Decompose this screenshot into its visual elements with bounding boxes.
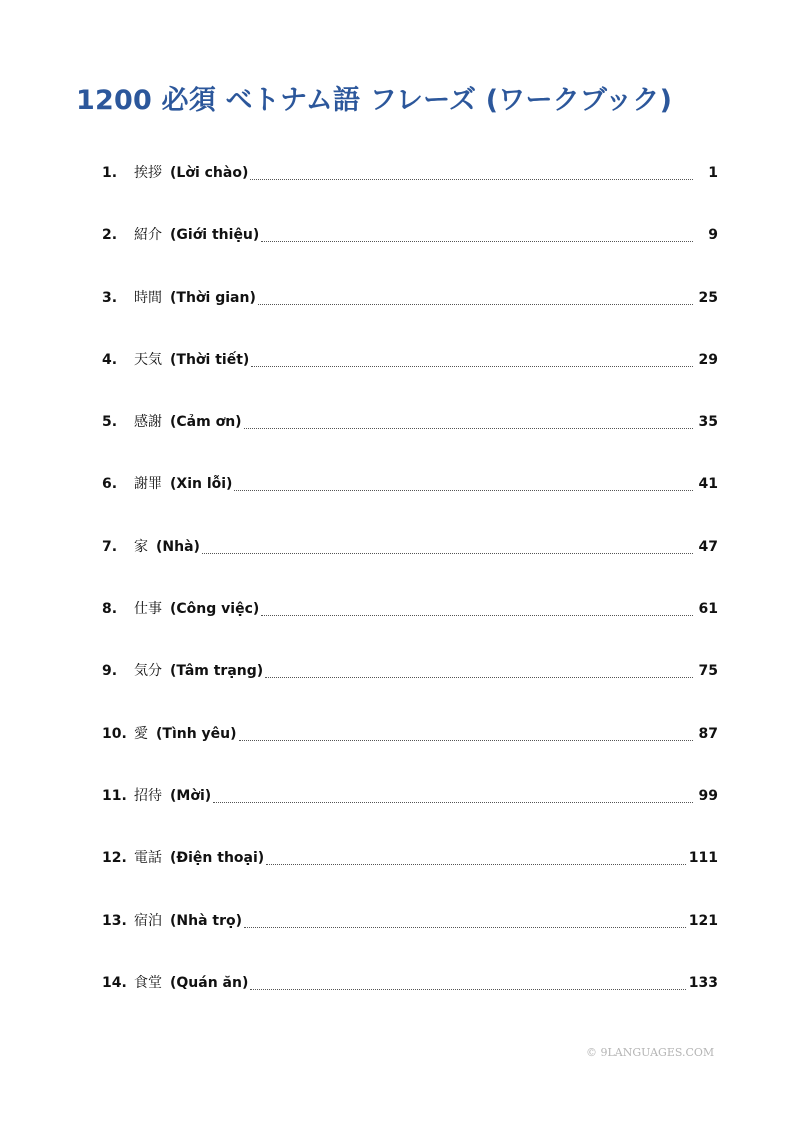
toc-entry-japanese-title: 感謝 xyxy=(134,414,162,431)
toc-entry-vietnamese-title: (Cảm ơn) xyxy=(170,414,242,431)
toc-entry[interactable] xyxy=(102,533,718,595)
toc-dot-leader xyxy=(250,178,693,180)
toc-dot-leader xyxy=(244,427,693,429)
toc-entry-page-number: 111 xyxy=(688,850,718,867)
toc-entry[interactable] xyxy=(102,470,718,532)
toc-entry-japanese-title: 天気 xyxy=(134,351,162,368)
table-of-contents xyxy=(102,159,718,1031)
toc-entry-vietnamese-title: (Xin lỗi) xyxy=(170,476,233,493)
toc-entry-number: 3. xyxy=(102,289,118,306)
toc-entry-vietnamese-title: (Công việc) xyxy=(170,601,260,618)
toc-entry-number: 12. xyxy=(102,850,127,867)
toc-entry-japanese-title: 挨拶 xyxy=(134,165,162,181)
toc-entry-page-number: 75 xyxy=(698,663,718,680)
toc-entry[interactable] xyxy=(102,346,718,408)
toc-entry[interactable] xyxy=(102,159,718,221)
toc-entry-number: 1. xyxy=(102,165,118,181)
toc-dot-leader xyxy=(266,863,686,865)
toc-entry-japanese-title: 愛 xyxy=(134,725,148,742)
toc-entry-page-number: 61 xyxy=(698,601,718,618)
toc-dot-leader xyxy=(202,552,693,554)
toc-entry-japanese-title: 時間 xyxy=(134,289,162,306)
toc-entry-japanese-title: 家 xyxy=(134,538,148,555)
toc-entry-page-number: 35 xyxy=(698,414,718,431)
toc-entry-vietnamese-title: (Nhà trọ) xyxy=(170,912,243,929)
toc-entry-page-number: 99 xyxy=(698,787,718,804)
toc-entry-japanese-title: 仕事 xyxy=(134,601,162,618)
toc-entry-page-number: 87 xyxy=(698,725,718,742)
toc-entry[interactable] xyxy=(102,408,718,470)
toc-entry-number: 13. xyxy=(102,912,127,929)
toc-entry[interactable] xyxy=(102,782,718,844)
toc-dot-leader xyxy=(250,988,685,990)
toc-entry-page-number: 9 xyxy=(708,227,718,244)
toc-entry-vietnamese-title: (Lời chào) xyxy=(170,165,249,181)
toc-dot-leader xyxy=(265,676,693,678)
toc-entry-page-number: 121 xyxy=(688,912,718,929)
toc-entry-japanese-title: 電話 xyxy=(134,850,162,867)
toc-entry-number: 11. xyxy=(102,787,127,804)
toc-entry-page-number: 41 xyxy=(698,476,718,493)
copyright-footer: © 9LANGUAGES.COM xyxy=(586,1046,715,1059)
toc-entry-vietnamese-title: (Thời gian) xyxy=(170,289,256,306)
toc-entry-number: 5. xyxy=(102,414,118,431)
toc-entry-vietnamese-title: (Điện thoại) xyxy=(170,850,265,867)
toc-entry-japanese-title: 気分 xyxy=(134,663,162,680)
toc-entry-page-number: 47 xyxy=(698,538,718,555)
toc-entry-japanese-title: 食堂 xyxy=(134,974,162,991)
toc-entry-page-number: 133 xyxy=(688,974,718,991)
toc-entry-vietnamese-title: (Tình yêu) xyxy=(156,725,237,742)
toc-dot-leader xyxy=(261,614,693,616)
toc-entry-number: 9. xyxy=(102,663,118,680)
toc-entry-japanese-title: 謝罪 xyxy=(134,476,162,493)
toc-entry-number: 8. xyxy=(102,601,118,618)
toc-entry[interactable] xyxy=(102,284,718,346)
toc-entry-vietnamese-title: (Tâm trạng) xyxy=(170,663,264,680)
toc-entry-number: 10. xyxy=(102,725,127,742)
toc-entry-japanese-title: 招待 xyxy=(134,787,162,804)
toc-entry-vietnamese-title: (Mời) xyxy=(170,787,212,804)
toc-dot-leader xyxy=(251,365,693,367)
toc-entry-number: 4. xyxy=(102,351,118,368)
toc-entry-number: 2. xyxy=(102,227,118,244)
toc-entry-vietnamese-title: (Thời tiết) xyxy=(170,351,250,368)
toc-dot-leader xyxy=(239,739,693,741)
toc-entry[interactable] xyxy=(102,221,718,283)
toc-entry-page-number: 1 xyxy=(708,165,718,181)
toc-dot-leader xyxy=(234,489,693,491)
toc-entry-vietnamese-title: (Nhà) xyxy=(156,538,200,555)
toc-entry-japanese-title: 宿泊 xyxy=(134,912,162,929)
toc-entry-vietnamese-title: (Quán ăn) xyxy=(170,974,249,991)
toc-entry-number: 7. xyxy=(102,538,118,555)
toc-entry-number: 14. xyxy=(102,974,127,991)
toc-entry-page-number: 25 xyxy=(698,289,718,306)
toc-entry[interactable] xyxy=(102,595,718,657)
toc-dot-leader xyxy=(261,240,693,242)
toc-entry-page-number: 29 xyxy=(698,351,718,368)
toc-dot-leader xyxy=(244,926,686,928)
toc-dot-leader xyxy=(213,801,693,803)
toc-entry[interactable] xyxy=(102,969,718,1031)
toc-entry[interactable] xyxy=(102,720,718,782)
toc-entry-vietnamese-title: (Giới thiệu) xyxy=(170,227,260,244)
toc-entry[interactable] xyxy=(102,907,718,969)
toc-dot-leader xyxy=(258,303,693,305)
toc-entry[interactable] xyxy=(102,657,718,719)
document-title: 1200 必須 ベトナム語 フレーズ (ワークブック) xyxy=(76,85,673,116)
toc-entry-japanese-title: 紹介 xyxy=(134,227,162,244)
toc-entry[interactable] xyxy=(102,844,718,906)
toc-entry-number: 6. xyxy=(102,476,118,493)
